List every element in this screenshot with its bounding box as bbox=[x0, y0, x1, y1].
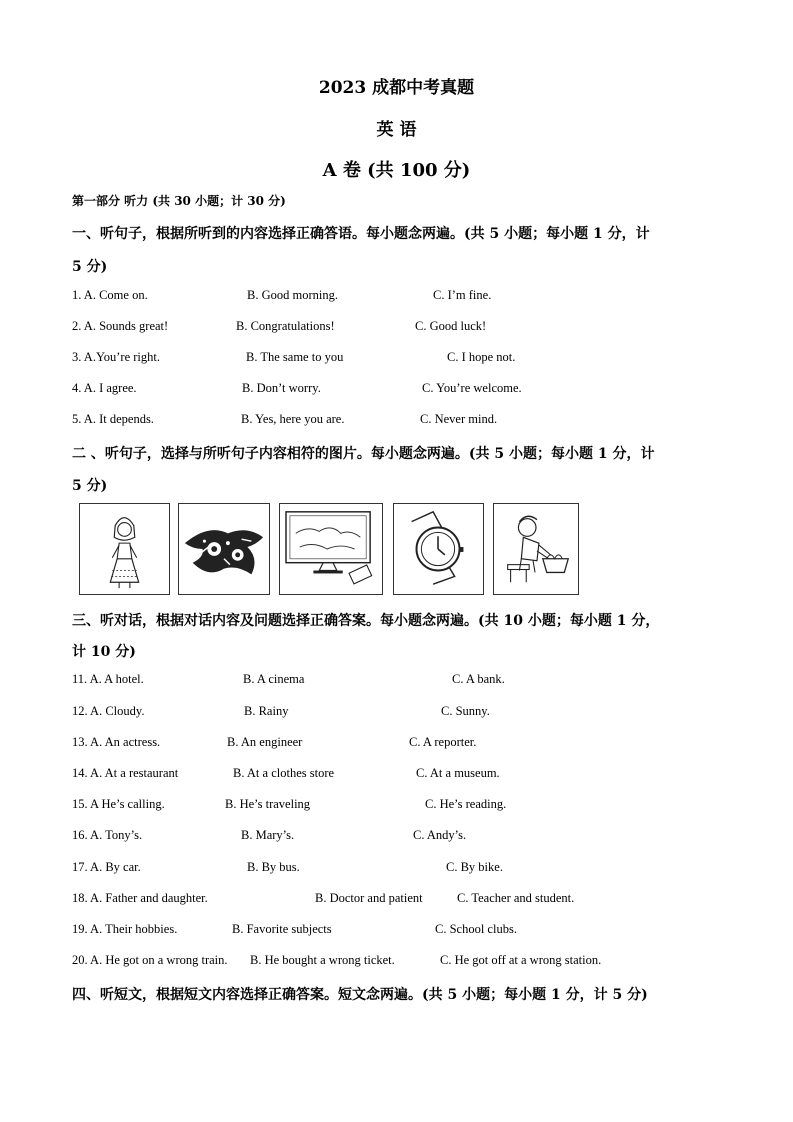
option-c: C. Sunny. bbox=[441, 704, 490, 718]
subject-title: 英 语 bbox=[376, 120, 417, 140]
section2-heading: 二 、听句子，选择与所听句子内容相符的图片。每小题念两遍。(共 5 小题；每小题 1 分，计 bbox=[72, 446, 655, 462]
option-c: C. Never mind. bbox=[420, 412, 498, 426]
papercut-picture bbox=[178, 503, 270, 595]
option-a: 18. A. Father and daughter. bbox=[72, 891, 208, 905]
option-a: 17. A. By car. bbox=[72, 860, 141, 874]
section2-heading-cont: 5 分) bbox=[72, 478, 108, 494]
washing-picture bbox=[493, 503, 579, 595]
option-c: C. School clubs. bbox=[435, 922, 517, 936]
option-c: C. Good luck! bbox=[415, 319, 487, 333]
tv-icon bbox=[280, 504, 382, 594]
section3-heading-cont: 计 10 分) bbox=[72, 644, 136, 660]
option-c: C. By bike. bbox=[446, 860, 503, 874]
option-b: B. Favorite subjects bbox=[232, 922, 332, 936]
section4-heading: 四、听短文，根据短文内容选择正确答案。短文念两遍。(共 5 小题；每小题 1 分，计 5 分) bbox=[72, 987, 648, 1003]
option-c: C. At a museum. bbox=[416, 766, 500, 780]
option-b: B. The same to you bbox=[246, 350, 344, 364]
section1-heading-cont: 5 分) bbox=[72, 259, 108, 275]
tv-map-picture bbox=[279, 503, 383, 595]
option-a: 5. A. It depends. bbox=[72, 412, 154, 426]
watch-icon bbox=[394, 504, 483, 594]
part1-label: 第一部分 听力 (共 30 小题；计 30 分) bbox=[72, 194, 286, 208]
option-a: 3. A.You’re right. bbox=[72, 350, 160, 364]
child-washing-icon bbox=[494, 504, 578, 594]
option-c: C. I hope not. bbox=[447, 350, 516, 364]
option-b: B. Mary’s. bbox=[241, 828, 295, 842]
option-b: B. A cinema bbox=[243, 672, 305, 686]
option-c: C. He got off at a wrong station. bbox=[440, 953, 602, 967]
option-a: 20. A. He got on a wrong train. bbox=[72, 953, 228, 967]
watch-picture bbox=[393, 503, 484, 595]
option-a: 19. A. Their hobbies. bbox=[72, 922, 178, 936]
exam-title: 2023 成都中考真题 bbox=[318, 78, 475, 98]
option-a: 4. A. I agree. bbox=[72, 381, 137, 395]
option-a: 1. A. Come on. bbox=[72, 288, 148, 302]
option-a: 15. A He’s calling. bbox=[72, 797, 165, 811]
girl-picture bbox=[79, 503, 170, 595]
option-b: B. Good morning. bbox=[247, 288, 338, 302]
option-b: B. Don’t worry. bbox=[242, 381, 321, 395]
girl-icon bbox=[80, 504, 169, 594]
option-a: 13. A. An actress. bbox=[72, 735, 161, 749]
option-c: C. You’re welcome. bbox=[422, 381, 522, 395]
section1-heading: 一、听句子，根据所听到的内容选择正确答语。每小题念两遍。(共 5 小题；每小题 1 分，计 bbox=[72, 226, 650, 242]
option-b: B. Doctor and patient bbox=[315, 891, 423, 905]
option-b: B. Yes, here you are. bbox=[241, 412, 345, 426]
option-a: 11. A. A hotel. bbox=[72, 672, 144, 686]
option-c: C. A reporter. bbox=[409, 735, 477, 749]
option-c: C. A bank. bbox=[452, 672, 505, 686]
option-b: B. He’s traveling bbox=[225, 797, 311, 811]
option-b: B. An engineer bbox=[227, 735, 303, 749]
option-a: 2. A. Sounds great! bbox=[72, 319, 169, 333]
paper-title: A 卷 (共 100 分) bbox=[322, 160, 471, 181]
option-c: C. Andy’s. bbox=[413, 828, 467, 842]
option-c: C. Teacher and student. bbox=[457, 891, 575, 905]
option-a: 14. A. At a restaurant bbox=[72, 766, 179, 780]
option-c: C. I’m fine. bbox=[433, 288, 492, 302]
option-b: B. Rainy bbox=[244, 704, 289, 718]
option-b: B. He bought a wrong ticket. bbox=[250, 953, 395, 967]
option-b: B. By bus. bbox=[247, 860, 300, 874]
option-a: 16. A. Tony’s. bbox=[72, 828, 143, 842]
option-b: B. Congratulations! bbox=[236, 319, 335, 333]
papercut-icon bbox=[179, 504, 269, 594]
section3-heading: 三、听对话，根据对话内容及问题选择正确答案。每小题念两遍。(共 10 小题；每小题 1 分， bbox=[72, 613, 660, 629]
option-a: 12. A. Cloudy. bbox=[72, 704, 145, 718]
option-b: B. At a clothes store bbox=[233, 766, 335, 780]
option-c: C. He’s reading. bbox=[425, 797, 507, 811]
